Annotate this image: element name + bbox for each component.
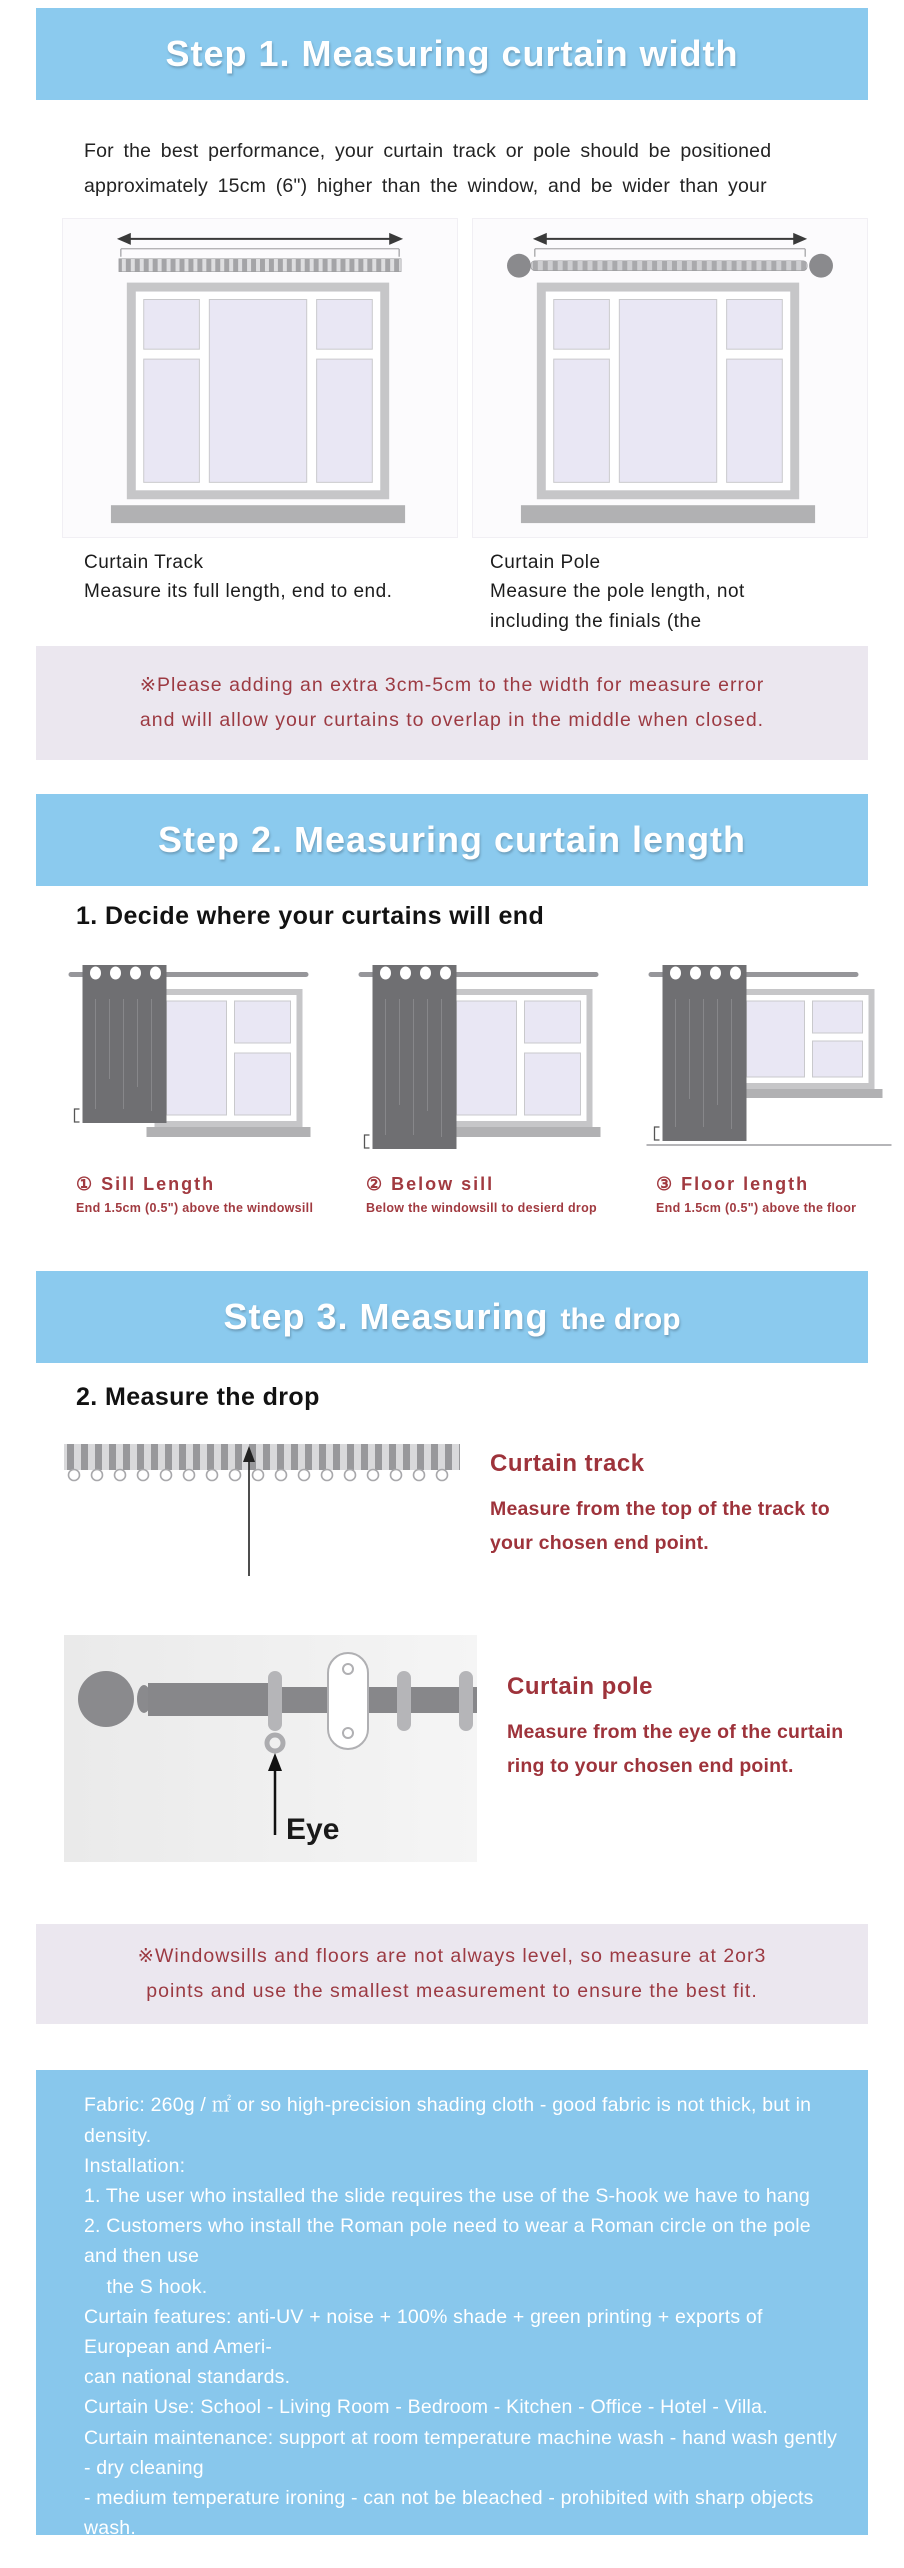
sill-length-title: ① Sill Length [76,1174,216,1195]
grommet-icon [400,967,411,980]
level-measure-note [36,1924,868,2024]
windowsill-graphic [727,1089,883,1098]
curtain-track-info [490,1444,850,1579]
curtain-track-window-graphic [63,219,457,537]
width-measure-note-line1: ※Please adding an extra 3cm-5cm to the width for measure error [139,674,765,697]
width-arrow-icon [533,233,807,257]
step3-subheading: 2. Measure the drop [76,1383,320,1412]
below-sill-graphic [352,959,606,1164]
curtain-pole-info-title: Curtain pole [507,1673,654,1701]
wall-bracket-icon [328,1653,368,1749]
step3-banner [36,1271,868,1363]
window-graphic [147,989,311,1137]
finial-right-icon [809,254,833,278]
curtain-length-options [62,959,904,1215]
step1-banner [36,8,868,100]
curtain-pole-caption-title: Curtain Pole [490,551,601,573]
footer-line: the S hook. [84,2275,208,2298]
finial-icon [78,1671,134,1727]
grommet-icon [670,967,681,980]
window-graphic [111,283,405,523]
curtain-ring-icon [397,1671,411,1731]
window-graphic [727,989,883,1098]
curtain-ring-icon [459,1671,473,1731]
window-graphic [437,989,601,1137]
curtain-pole-caption-text: Measure the pole length, not including the finials (the [490,581,745,632]
level-measure-note-line1: ※Windowsills and floors are not always level, so measure at 2or3 [137,1945,767,1968]
grommet-icon [110,967,121,980]
windowsill-graphic [437,1127,601,1137]
below-sill-title: ② Below sill [366,1174,495,1195]
grommet-icon [690,967,701,980]
sill-length-option [62,959,324,1215]
footer-line: Curtain Use: School - Living Room - Bedroom - Kitchen - Office - Hotel - Villa. [84,2396,768,2419]
step1-intro-line1: For the best performance, your curtain track or pole should be positioned [84,140,772,162]
footer-line: Curtain features: anti-UV + noise + 100% shade + green printing + exports of European and Ameri- [84,2305,769,2359]
width-measure-note [36,646,868,760]
step1-intro-line2: approximately 15cm (6") higher than the window, and be wider than your [84,175,767,198]
step1-intro [84,134,834,205]
footer-line: Fabric: 260g / ㎡ or so high-precision shading cloth - good fabric is not thick, but in density. [84,2094,817,2147]
grommet-icon [710,967,721,980]
step2-banner-title: Step 2. Measuring curtain length [157,819,747,861]
curtain-pole-measure-graphic [64,1635,477,1862]
step1-captions [84,548,904,636]
floor-length-graphic [642,959,896,1164]
window-graphic [521,283,815,523]
curtain-graphic [663,965,747,1141]
step2-banner [36,794,868,886]
windowsill-graphic [111,505,405,523]
footer-line: Installation: [84,2154,186,2177]
curtain-track-measure-graphic [64,1444,460,1579]
floor-length-text: End 1.5cm (0.5") above the floor [656,1201,857,1216]
curtain-track-info-title: Curtain track [490,1450,645,1478]
width-measure-note-line2: and will allow your curtains to overlap in the middle when closed. [139,709,765,732]
grommet-icon [730,967,741,980]
track-hooks-icon [69,1470,448,1481]
step2-subheading: 1. Decide where your curtains will end [76,902,545,931]
curtain-pole-info [507,1635,867,1862]
measure-bracket-icon [365,1135,370,1148]
product-details-panel [36,2070,868,2540]
grommet-icon [130,967,141,980]
footer-line: 2. Customers who install the Roman pole need to wear a Roman circle on the pole and then use [84,2215,817,2268]
grommet-icon [90,967,101,980]
step3-banner-subtitle: the drop [560,1303,681,1337]
sill-length-graphic [62,959,316,1164]
curtain-track-diagram [62,218,458,538]
curtain-track-info-text: Measure from the top of the track to your chosen end point. [490,1498,830,1555]
footer-line: Curtain maintenance: support at room temperature machine wash - hand wash gently - dry cleaning [84,2426,843,2479]
curtain-pole-info-text: Measure from the eye of the curtain ring to your chosen end point. [507,1721,844,1778]
measure-pole-section [64,1635,904,1862]
floor-length-title: ③ Floor length [656,1174,810,1195]
curtain-track-caption [84,548,490,636]
footer-line: can national standards. [84,2366,291,2389]
step1-banner-title: Step 1. Measuring curtain width [165,33,739,74]
width-arrow-icon [117,233,403,257]
curtain-track-icon [119,259,401,272]
windowsill-graphic [147,1127,311,1137]
curtain-graphic [373,965,457,1149]
floor-length-option [642,959,904,1215]
grommet-icon [420,967,431,980]
curtain-track-caption-text: Measure its full length, end to end. [84,581,393,603]
level-measure-note-line2: points and use the smallest measurement to ensure the best fit. [146,1980,758,2003]
windowsill-graphic [521,505,815,523]
measure-bracket-icon [75,1109,80,1122]
grommet-icon [440,967,451,980]
sill-length-text: End 1.5cm (0.5") above the windowsill [76,1201,314,1216]
measure-bracket-icon [655,1127,660,1140]
curtain-pole-icon [507,254,833,278]
eye-label: Eye [286,1813,340,1847]
track-rail-icon [64,1444,460,1470]
footer-line: 1. The user who installed the slide requires the use of the S-hook we have to hang [84,2184,811,2207]
curtain-pole-diagram [472,218,868,538]
curtain-pole-caption [490,548,830,636]
finial-left-icon [507,254,531,278]
step1-diagrams [62,218,904,538]
footer-line: - medium temperature ironing - can not be bleached - prohibited with sharp objects wash. [84,2487,820,2540]
curtain-pole-window-graphic [473,219,867,537]
curtain-graphic [83,965,167,1123]
curtain-ring-icon [268,1671,282,1731]
below-sill-option [352,959,614,1215]
step3-banner-title: Step 3. Measuring the drop [223,1296,681,1338]
measure-track-section [64,1444,904,1579]
grommet-icon [380,967,391,980]
grommet-icon [150,967,161,980]
below-sill-text: Below the windowsill to desierd drop [366,1201,597,1216]
curtain-track-caption-title: Curtain Track [84,551,204,573]
